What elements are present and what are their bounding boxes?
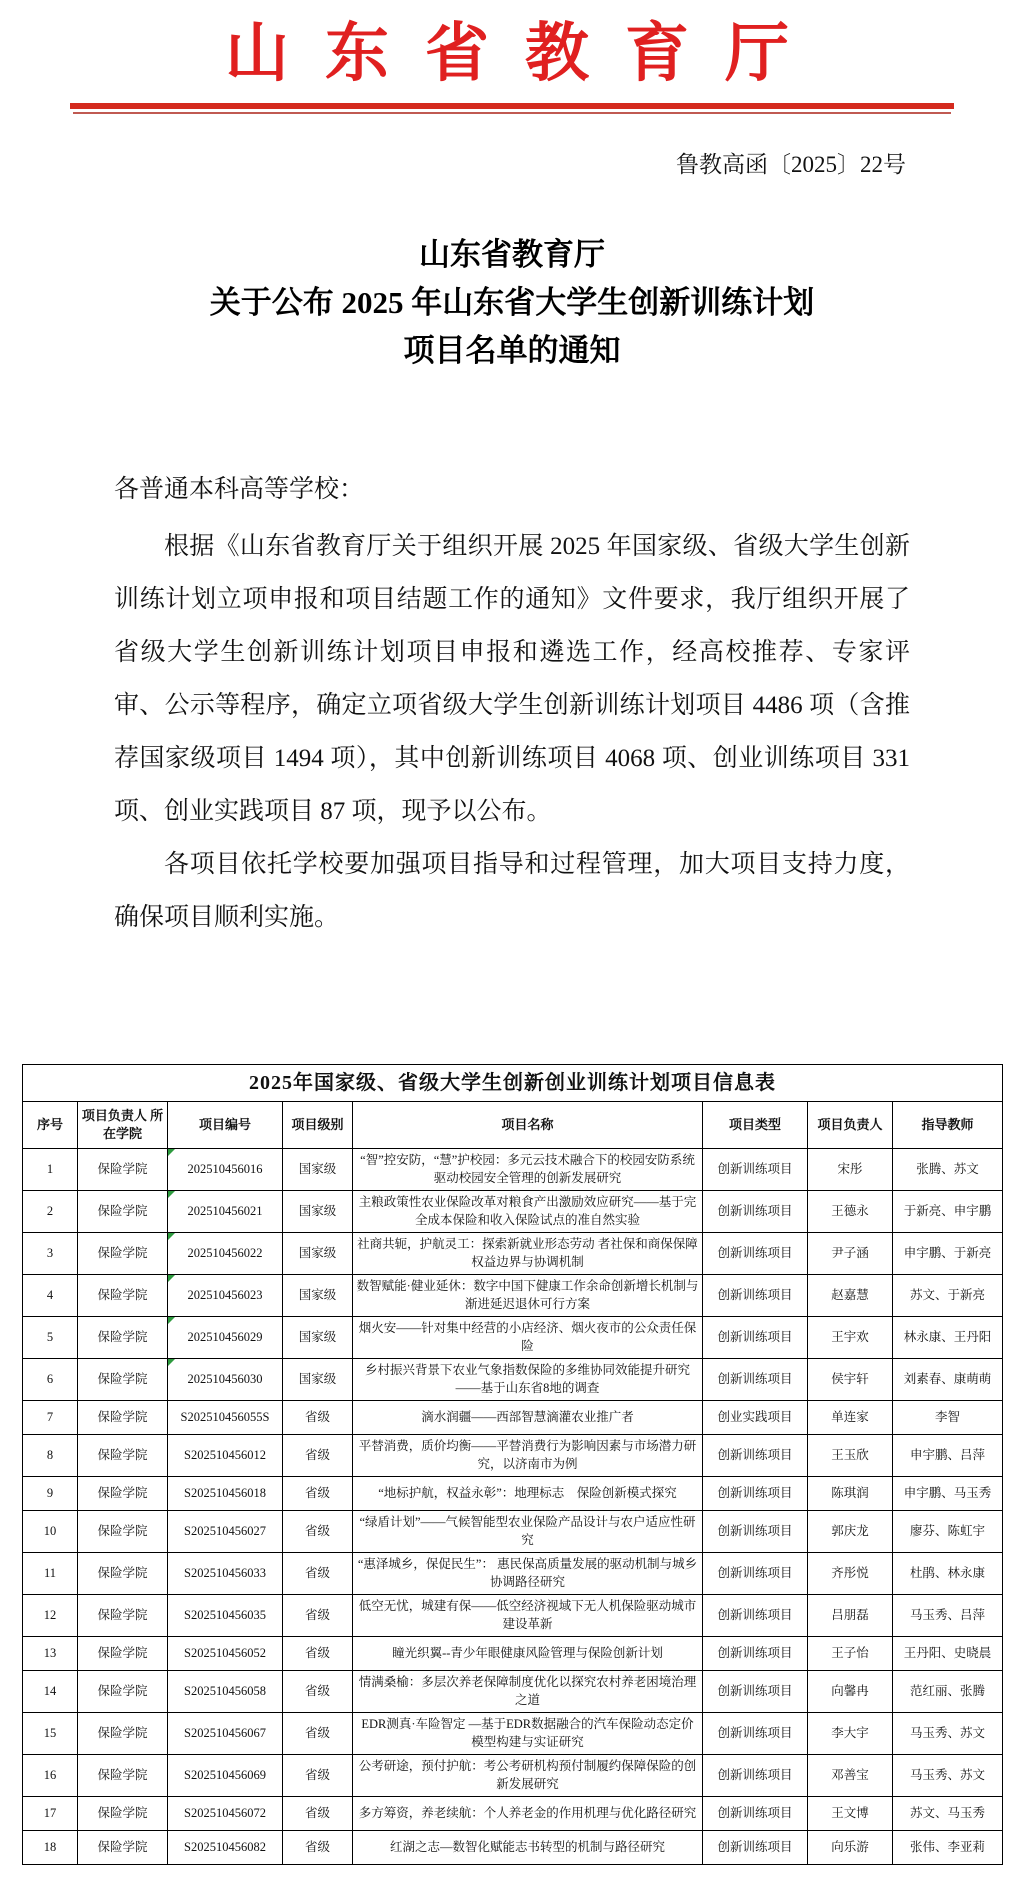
table-row [23,1191,1003,1233]
cell-no: 1 [23,1149,78,1191]
table-row [23,1359,1003,1401]
excel-corner-mark [168,1317,175,1324]
cell-type: 创新训练项目 [703,1233,808,1275]
table-row [23,1435,1003,1477]
cell-code: S202510456072 [168,1797,283,1831]
salutation: 各普通本科高等学校： [114,476,365,504]
column-header-leader: 项目负责人 [808,1102,893,1149]
cell-college: 保险学院 [78,1317,168,1359]
cell-leader: 赵嘉慧 [808,1275,893,1317]
cell-teachers: 杜鹃、林永康 [893,1553,1003,1595]
cell-level: 省级 [283,1553,353,1595]
cell-name: 多方筹资，养老续航：个人养老金的作用机理与优化路径研究 [353,1797,703,1831]
cell-code: 202510456022 [168,1233,283,1275]
column-header-type: 项目类型 [703,1102,808,1149]
cell-type: 创新训练项目 [703,1511,808,1553]
cell-type: 创新训练项目 [703,1671,808,1713]
cell-leader: 宋彤 [808,1149,893,1191]
cell-level: 国家级 [283,1149,353,1191]
agency-name: 山 东 省 教 育 厅 [225,18,799,89]
table-row [23,1553,1003,1595]
table-row [23,1275,1003,1317]
cell-level: 省级 [283,1713,353,1755]
cell-college: 保险学院 [78,1275,168,1317]
cell-college: 保险学院 [78,1713,168,1755]
cell-level: 省级 [283,1797,353,1831]
table-header-row [23,1102,1003,1149]
excel-corner-mark [168,1149,175,1156]
cell-no: 15 [23,1713,78,1755]
table-row [23,1149,1003,1191]
table-row [23,1401,1003,1435]
notice-title [0,231,1024,375]
cell-code: S202510456058 [168,1671,283,1713]
cell-leader: 侯宇轩 [808,1359,893,1401]
cell-teachers: 范红丽、张腾 [893,1671,1003,1713]
cell-type: 创新训练项目 [703,1713,808,1755]
cell-level: 国家级 [283,1191,353,1233]
cell-teachers: 马玉秀、吕萍 [893,1595,1003,1637]
cell-college: 保险学院 [78,1755,168,1797]
table-row [23,1755,1003,1797]
cell-no: 16 [23,1755,78,1797]
cell-no: 18 [23,1831,78,1865]
cell-no: 9 [23,1477,78,1511]
cell-college: 保险学院 [78,1553,168,1595]
cell-code: S202510456033 [168,1553,283,1595]
excel-corner-mark [168,1233,175,1240]
cell-name: “智”控安防，“慧”护校园：多元云技术融合下的校园安防系统驱动校园安全管理的创新发展研究 [353,1149,703,1191]
cell-leader: 尹子涵 [808,1233,893,1275]
table-row [23,1595,1003,1637]
letterhead [0,0,1024,112]
project-table-body [23,1149,1003,1865]
cell-level: 省级 [283,1637,353,1671]
cell-code: S202510456035 [168,1595,283,1637]
cell-type: 创新训练项目 [703,1797,808,1831]
cell-no: 7 [23,1401,78,1435]
column-header-no: 序号 [23,1102,78,1149]
cell-level: 国家级 [283,1359,353,1401]
cell-code: S202510456055S [168,1401,283,1435]
cell-college: 保险学院 [78,1477,168,1511]
cell-college: 保险学院 [78,1511,168,1553]
cell-name: 瞳光织翼--青少年眼健康风险管理与保险创新计划 [353,1637,703,1671]
cell-no: 13 [23,1637,78,1671]
project-table [22,1064,1003,1865]
cell-leader: 陈琪润 [808,1477,893,1511]
cell-leader: 邓善宝 [808,1755,893,1797]
table-row [23,1477,1003,1511]
cell-code: S202510456052 [168,1637,283,1671]
cell-name: 数智赋能·健业延休：数字中国下健康工作余命创新增长机制与渐进延迟退休可行方案 [353,1275,703,1317]
cell-level: 省级 [283,1401,353,1435]
cell-name: EDR测真·车险智定 —基于EDR数据融合的汽车保险动态定价模型构建与实证研究 [353,1713,703,1755]
column-header-name: 项目名称 [353,1102,703,1149]
column-header-level: 项目级别 [283,1102,353,1149]
excel-corner-mark [168,1191,175,1198]
cell-leader: 向馨冉 [808,1671,893,1713]
cell-college: 保险学院 [78,1671,168,1713]
cell-leader: 王文博 [808,1797,893,1831]
cell-college: 保险学院 [78,1149,168,1191]
cell-level: 省级 [283,1511,353,1553]
cell-teachers: 申宇鹏、马玉秀 [893,1477,1003,1511]
letterhead-rule [70,103,954,112]
cell-level: 省级 [283,1477,353,1511]
cell-level: 国家级 [283,1233,353,1275]
cell-type: 创新训练项目 [703,1359,808,1401]
cell-teachers: 苏文、马玉秀 [893,1797,1003,1831]
cell-level: 省级 [283,1595,353,1637]
cell-code: S202510456012 [168,1435,283,1477]
document-number: 鲁教高函〔2025〕22号 [676,152,906,178]
cell-no: 2 [23,1191,78,1233]
cell-name: “绿盾计划”——气候智能型农业保险产品设计与农户适应性研究 [353,1511,703,1553]
cell-no: 11 [23,1553,78,1595]
cell-name: “惠泽城乡，保促民生”： 惠民保高质量发展的驱动机制与城乡协调路径研究 [353,1553,703,1595]
cell-code: S202510456018 [168,1477,283,1511]
table-title-row [23,1065,1003,1102]
cell-name: “地标护航，权益永彰”：地理标志 保险创新模式探究 [353,1477,703,1511]
cell-no: 6 [23,1359,78,1401]
cell-type: 创新训练项目 [703,1831,808,1865]
body-paragraph-2: 各项目依托学校要加强项目指导和过程管理，加大项目支持力度，确保项目顺利实施。 [114,851,910,932]
excel-corner-mark [168,1275,175,1282]
cell-teachers: 刘素春、康萌萌 [893,1359,1003,1401]
table-title: 2025年国家级、省级大学生创新创业训练计划项目信息表 [23,1065,1003,1102]
table-row [23,1831,1003,1865]
cell-leader: 王玉欣 [808,1435,893,1477]
cell-name: 公考研途，预付护航：考公考研机构预付制履约保障保险的创新发展研究 [353,1755,703,1797]
cell-level: 省级 [283,1671,353,1713]
cell-teachers: 张腾、苏文 [893,1149,1003,1191]
cell-teachers: 张伟、李亚莉 [893,1831,1003,1865]
cell-code: S202510456082 [168,1831,283,1865]
cell-teachers: 林永康、王丹阳 [893,1317,1003,1359]
cell-college: 保险学院 [78,1797,168,1831]
notice-title-line2: 关于公布 2025 年山东省大学生创新训练计划 [209,285,815,321]
table-row [23,1637,1003,1671]
cell-code: 202510456030 [168,1359,283,1401]
table-row [23,1671,1003,1713]
cell-teachers: 于新亮、申宇鹏 [893,1191,1003,1233]
cell-type: 创新训练项目 [703,1553,808,1595]
cell-name: 社商共轭，护航灵工：探索新就业形态劳动 者社保和商保保障权益边界与协调机制 [353,1233,703,1275]
cell-type: 创新训练项目 [703,1317,808,1359]
cell-type: 创新训练项目 [703,1595,808,1637]
cell-teachers: 王丹阳、史晓晨 [893,1637,1003,1671]
cell-leader: 李大宇 [808,1713,893,1755]
cell-teachers: 马玉秀、苏文 [893,1755,1003,1797]
cell-code: S202510456067 [168,1713,283,1755]
project-table-section [22,1064,1002,1865]
table-row [23,1713,1003,1755]
cell-name: 滴水润疆——西部智慧滴灌农业推广者 [353,1401,703,1435]
cell-no: 5 [23,1317,78,1359]
cell-college: 保险学院 [78,1359,168,1401]
body-paragraph-1: 根据《山东省教育厅关于组织开展 2025 年国家级、省级大学生创新训练计划立项申报和项目结题工作的通知》文件要求，我厅组织开展了省级大学生创新训练计划项目申报和遴选工作，经高校推荐、专家评审、公示等程序，确定立项省级大学生创新训练计划项目 4486 项（含推荐国家级项目 1494 项），其中创新训练项目 4068 项、创业训练项目 331 项、创业实践项目 87 项，现予以公布。 [114,533,910,826]
cell-type: 创新训练项目 [703,1637,808,1671]
cell-type: 创新训练项目 [703,1149,808,1191]
cell-type: 创新训练项目 [703,1477,808,1511]
column-header-teachers: 指导教师 [893,1102,1003,1149]
cell-type: 创新训练项目 [703,1275,808,1317]
cell-level: 省级 [283,1435,353,1477]
cell-teachers: 廖芬、陈虹宇 [893,1511,1003,1553]
cell-teachers: 申宇鹏、于新亮 [893,1233,1003,1275]
cell-code: 202510456023 [168,1275,283,1317]
cell-level: 省级 [283,1831,353,1865]
cell-name: 低空无忧，城建有保——低空经济视域下无人机保险驱动城市建设革新 [353,1595,703,1637]
cell-leader: 齐彤悦 [808,1553,893,1595]
table-row [23,1317,1003,1359]
cell-leader: 向乐游 [808,1831,893,1865]
cell-level: 国家级 [283,1275,353,1317]
cell-type: 创新训练项目 [703,1191,808,1233]
column-header-college: 项目负责人 所在学院 [78,1102,168,1149]
cell-no: 17 [23,1797,78,1831]
cell-leader: 郭庆龙 [808,1511,893,1553]
cell-college: 保险学院 [78,1233,168,1275]
cell-no: 3 [23,1233,78,1275]
cell-type: 创新训练项目 [703,1755,808,1797]
cell-teachers: 申宇鹏、吕萍 [893,1435,1003,1477]
cell-no: 8 [23,1435,78,1477]
cell-code: 202510456016 [168,1149,283,1191]
cell-name: 平替消费，质价均衡——平替消费行为影响因素与市场潜力研究，以济南市为例 [353,1435,703,1477]
cell-name: 主粮政策性农业保险改革对粮食产出激励效应研究——基于完全成本保险和收入保险试点的准自然实验 [353,1191,703,1233]
cell-name: 红湖之志—数智化赋能志书转型的机制与路径研究 [353,1831,703,1865]
cell-college: 保险学院 [78,1401,168,1435]
cell-no: 14 [23,1671,78,1713]
cell-level: 国家级 [283,1317,353,1359]
cell-teachers: 马玉秀、苏文 [893,1713,1003,1755]
cell-college: 保险学院 [78,1435,168,1477]
notice-title-line1: 山东省教育厅 [419,237,605,273]
column-header-code: 项目编号 [168,1102,283,1149]
cell-level: 省级 [283,1755,353,1797]
cell-college: 保险学院 [78,1191,168,1233]
table-row [23,1797,1003,1831]
cell-code: 202510456021 [168,1191,283,1233]
table-row [23,1233,1003,1275]
table-row [23,1511,1003,1553]
cell-no: 10 [23,1511,78,1553]
cell-name: 情满桑榆：多层次养老保障制度优化以探究农村养老困境治理之道 [353,1671,703,1713]
cell-teachers: 李智 [893,1401,1003,1435]
cell-leader: 王德永 [808,1191,893,1233]
cell-leader: 吕朋磊 [808,1595,893,1637]
cell-college: 保险学院 [78,1637,168,1671]
cell-code: 202510456029 [168,1317,283,1359]
cell-no: 12 [23,1595,78,1637]
cell-code: S202510456027 [168,1511,283,1553]
cell-name: 烟火安——针对集中经营的小店经济、烟火夜市的公众责任保险 [353,1317,703,1359]
cell-no: 4 [23,1275,78,1317]
cell-type: 创业实践项目 [703,1401,808,1435]
cell-type: 创新训练项目 [703,1435,808,1477]
cell-college: 保险学院 [78,1595,168,1637]
cell-leader: 单连家 [808,1401,893,1435]
cell-leader: 王子怡 [808,1637,893,1671]
cell-name: 乡村振兴背景下农业气象指数保险的多维协同效能提升研究——基于山东省8地的调查 [353,1359,703,1401]
notice-body [114,463,910,944]
notice-title-line3: 项目名单的通知 [403,333,621,369]
cell-college: 保险学院 [78,1831,168,1865]
excel-corner-mark [168,1359,175,1366]
cell-leader: 王宇欢 [808,1317,893,1359]
cell-teachers: 苏文、于新亮 [893,1275,1003,1317]
cell-code: S202510456069 [168,1755,283,1797]
